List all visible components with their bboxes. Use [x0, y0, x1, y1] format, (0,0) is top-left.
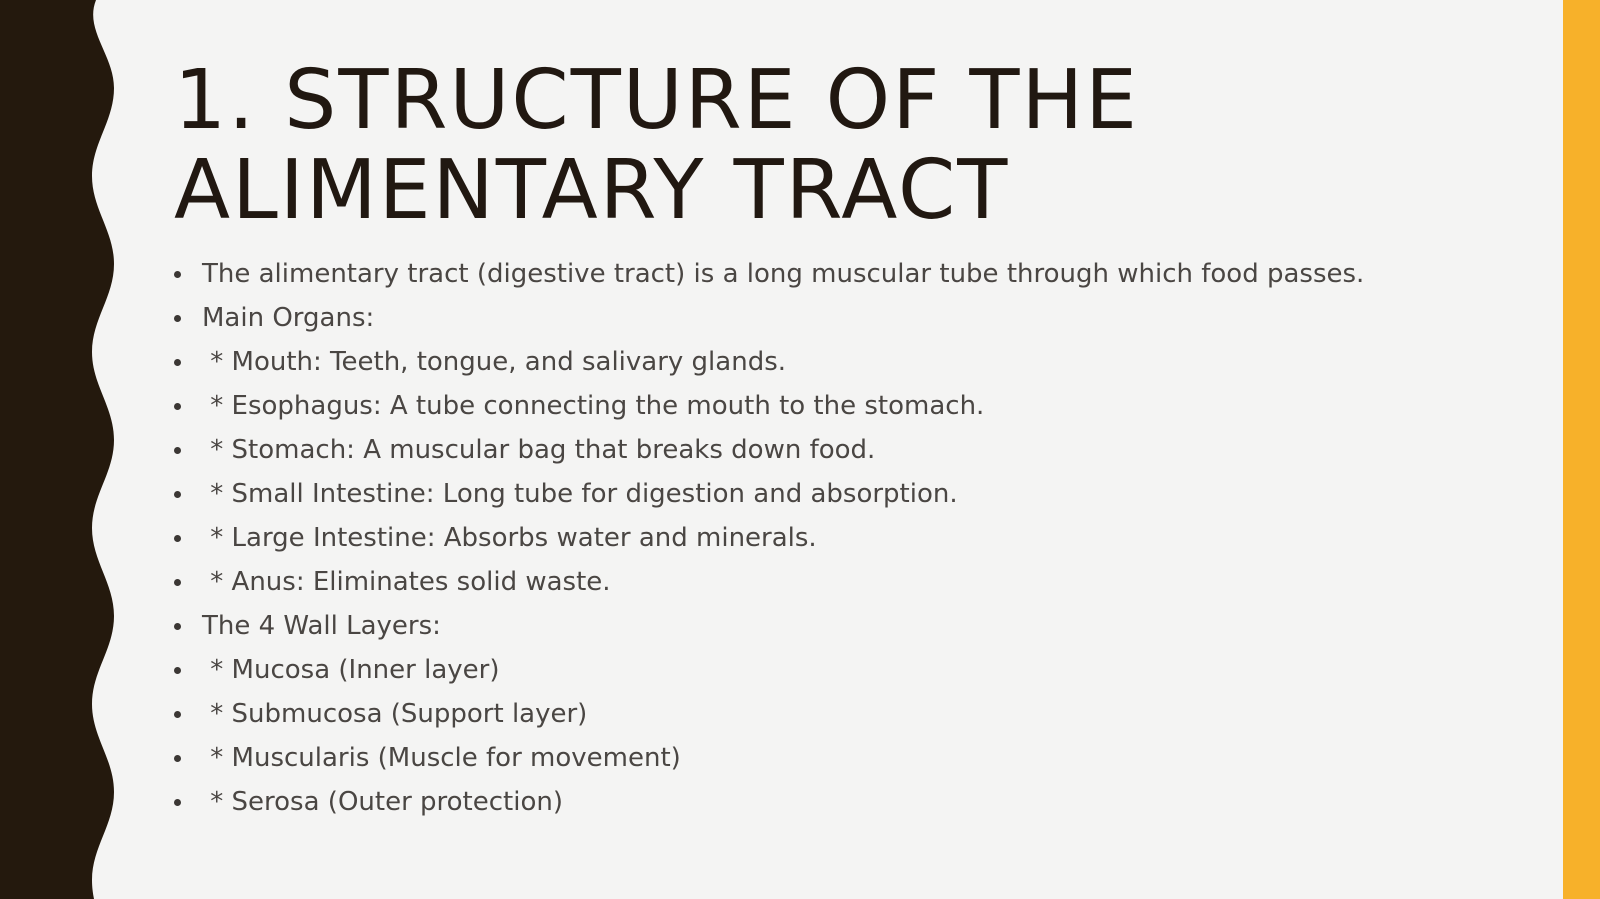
bullet-item: [174, 340, 1504, 384]
bullet-dot-icon: [174, 315, 181, 322]
bullet-text: * Mouth: Teeth, tongue, and salivary glands.: [202, 347, 787, 377]
bullet-dot-icon: [174, 711, 181, 718]
bullet-item: [174, 780, 1504, 824]
bullet-item: [174, 692, 1504, 736]
bullet-text: * Small Intestine: Long tube for digestion and absorption.: [202, 479, 958, 509]
bullet-item: [174, 516, 1504, 560]
bullet-text: * Large Intestine: Absorbs water and minerals.: [202, 523, 817, 553]
title-line-1: 1. STRUCTURE OF THE: [174, 53, 1139, 148]
bullet-list: [174, 252, 1504, 824]
bullet-dot-icon: [174, 491, 181, 498]
bullet-item: [174, 252, 1504, 296]
bullet-text: * Serosa (Outer protection): [202, 787, 563, 817]
bullet-text: * Submucosa (Support layer): [202, 699, 588, 729]
bullet-item: [174, 560, 1504, 604]
bullet-item: [174, 384, 1504, 428]
bullet-dot-icon: [174, 799, 181, 806]
bullet-dot-icon: [174, 623, 181, 630]
bullet-item: [174, 736, 1504, 780]
bullet-dot-icon: [174, 579, 181, 586]
bullet-dot-icon: [174, 271, 181, 278]
bullet-text: * Esophagus: A tube connecting the mouth to the stomach.: [202, 391, 985, 421]
bullet-item: [174, 648, 1504, 692]
bullet-dot-icon: [174, 403, 181, 410]
bullet-text: The 4 Wall Layers:: [202, 611, 441, 641]
bullet-dot-icon: [174, 447, 181, 454]
bullet-text: Main Organs:: [202, 303, 375, 333]
bullet-item: [174, 604, 1504, 648]
bullet-text: * Anus: Eliminates solid waste.: [202, 567, 611, 597]
bullet-item: [174, 472, 1504, 516]
bullet-text: * Mucosa (Inner layer): [202, 655, 500, 685]
bullet-text: The alimentary tract (digestive tract) is a long muscular tube through which food passes.: [202, 259, 1365, 289]
bullet-dot-icon: [174, 667, 181, 674]
right-accent-bar: [1563, 0, 1600, 899]
slide-title: [174, 53, 1474, 238]
bullet-item: [174, 428, 1504, 472]
bullet-dot-icon: [174, 535, 181, 542]
left-wave-band: [0, 0, 130, 899]
title-line-2: ALIMENTARY TRACT: [174, 143, 1010, 238]
bullet-item: [174, 296, 1504, 340]
bullet-dot-icon: [174, 359, 181, 366]
bullet-dot-icon: [174, 755, 181, 762]
bullet-text: * Muscularis (Muscle for movement): [202, 743, 681, 773]
bullet-text: * Stomach: A muscular bag that breaks down food.: [202, 435, 876, 465]
